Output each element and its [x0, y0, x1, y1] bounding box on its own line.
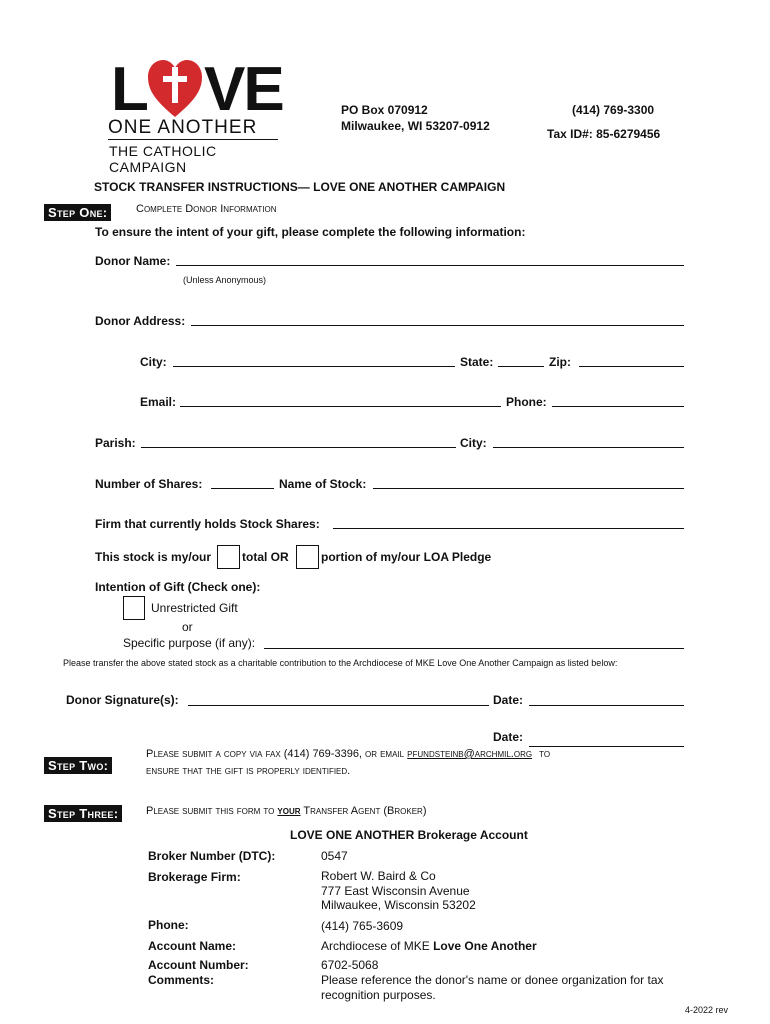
brokerage-firm-line3: Milwaukee, Wisconsin 53202	[321, 898, 476, 912]
phone-label: Phone:	[506, 395, 547, 409]
account-name-value	[321, 939, 537, 953]
stock-is-label: This stock is my/our	[95, 550, 212, 564]
broker-number-label: Broker Number (DTC):	[148, 849, 276, 863]
comments-line1: Please reference the donor's name or donee organization for tax	[321, 973, 664, 987]
name-of-stock-label: Name of Stock:	[279, 477, 367, 491]
step-one-intro: To ensure the intent of your gift, please complete the following information:	[95, 225, 526, 239]
logo-love-L: L	[111, 55, 147, 124]
firm-field[interactable]	[333, 528, 684, 529]
account-number-label: Account Number:	[148, 958, 249, 972]
parish-field[interactable]	[141, 447, 456, 448]
state-field[interactable]	[498, 366, 544, 367]
unrestricted-label: Unrestricted Gift	[151, 601, 238, 615]
signature-label: Donor Signature(s):	[66, 693, 179, 707]
step-two-to: to	[539, 748, 551, 760]
parish-city-label: City:	[460, 436, 487, 450]
logo-love-VE: VE	[204, 55, 283, 124]
city-field[interactable]	[173, 366, 455, 367]
transfer-note: Please transfer the above stated stock as a charitable contribution to the Archdiocese of MKE Love One Another Campaign as listed below:	[63, 658, 618, 668]
number-of-shares-label: Number of Shares:	[95, 477, 203, 491]
account-title: LOVE ONE ANOTHER Brokerage Account	[290, 828, 528, 842]
signature-field[interactable]	[188, 705, 489, 706]
date1-label: Date:	[493, 693, 524, 707]
specific-purpose-label: Specific purpose (if any):	[123, 636, 256, 650]
comments-label: Comments:	[148, 973, 215, 987]
city-zip: Milwaukee, WI 53207-0912	[341, 119, 490, 133]
revision-note: 4-2022 rev	[685, 1005, 729, 1015]
donor-address-field[interactable]	[191, 325, 684, 326]
tax-id: Tax ID#: 85-6279456	[547, 127, 661, 141]
phone-field[interactable]	[552, 406, 684, 407]
zip-label: Zip:	[549, 355, 571, 369]
date2-field[interactable]	[529, 746, 684, 747]
account-name-label: Account Name:	[148, 939, 237, 953]
city-label: City:	[140, 355, 167, 369]
comments-line2: recognition purposes.	[321, 988, 436, 1002]
account-name-prefix: Archdiocese of MKE	[321, 939, 430, 953]
intention-label: Intention of Gift (Check one):	[95, 580, 261, 594]
logo-divider	[108, 139, 278, 140]
logo-catholic-campaign: THE CATHOLIC CAMPAIGN	[109, 143, 217, 175]
or-label: or	[182, 620, 193, 634]
account-name-bold: Love One Another	[433, 939, 537, 953]
step-two-text2: ensure that the gift is properly identified.	[146, 765, 351, 777]
email-label: Email:	[140, 395, 177, 409]
step-two-badge: Step Two:	[44, 757, 112, 774]
donor-name-label: Donor Name:	[95, 254, 171, 268]
heart-cross-icon	[146, 57, 204, 119]
portion-label: portion of my/our LOA Pledge	[321, 550, 492, 564]
step-three-badge: Step Three:	[44, 805, 122, 822]
donor-address-label: Donor Address:	[95, 314, 186, 328]
step-three-text	[146, 805, 427, 817]
step-one-heading: Complete Donor Information	[136, 203, 277, 215]
firm-label: Firm that currently holds Stock Shares:	[95, 517, 320, 531]
email-field[interactable]	[180, 406, 501, 407]
page-title: STOCK TRANSFER INSTRUCTIONS— LOVE ONE ANOTHER CAMPAIGN	[94, 180, 506, 194]
total-or-label: total OR	[242, 550, 289, 564]
brokerage-firm-label: Brokerage Firm:	[148, 870, 241, 884]
date2-label: Date:	[493, 730, 524, 744]
account-number-value: 6702-5068	[321, 958, 379, 972]
step-two-email-link[interactable]: pfundsteinb@archmil.org	[407, 748, 533, 760]
number-of-shares-field[interactable]	[211, 488, 274, 489]
po-box: PO Box 070912	[341, 103, 428, 117]
step-two-text1: Please submit a copy via fax (414) 769-3396, or email	[146, 748, 405, 760]
logo-one-another: ONE ANOTHER	[108, 117, 258, 138]
broker-phone-label: Phone:	[148, 918, 189, 932]
broker-phone-value: (414) 765-3609	[321, 919, 404, 933]
specific-purpose-field[interactable]	[264, 648, 684, 649]
brokerage-firm-line2: 777 East Wisconsin Avenue	[321, 884, 470, 898]
state-label: State:	[460, 355, 494, 369]
step-three-text-b: Transfer Agent (Broker)	[303, 805, 427, 817]
step-two-text	[146, 748, 550, 760]
total-checkbox[interactable]	[217, 545, 240, 569]
zip-field[interactable]	[579, 366, 684, 367]
unless-anonymous-note: (Unless Anonymous)	[183, 275, 267, 285]
date1-field[interactable]	[529, 705, 684, 706]
brokerage-firm-line1: Robert W. Baird & Co	[321, 869, 436, 883]
name-of-stock-field[interactable]	[373, 488, 684, 489]
logo	[108, 55, 283, 175]
unrestricted-checkbox[interactable]	[123, 596, 145, 620]
header-phone: (414) 769-3300	[572, 103, 655, 117]
step-three-text-a: Please submit this form to	[146, 805, 275, 817]
parish-label: Parish:	[95, 436, 136, 450]
step-three-your: your	[277, 805, 301, 817]
step-one-badge: Step One:	[44, 204, 111, 221]
portion-checkbox[interactable]	[296, 545, 319, 569]
parish-city-field[interactable]	[493, 447, 684, 448]
donor-name-field[interactable]	[176, 265, 684, 266]
broker-number-value: 0547	[321, 849, 348, 863]
